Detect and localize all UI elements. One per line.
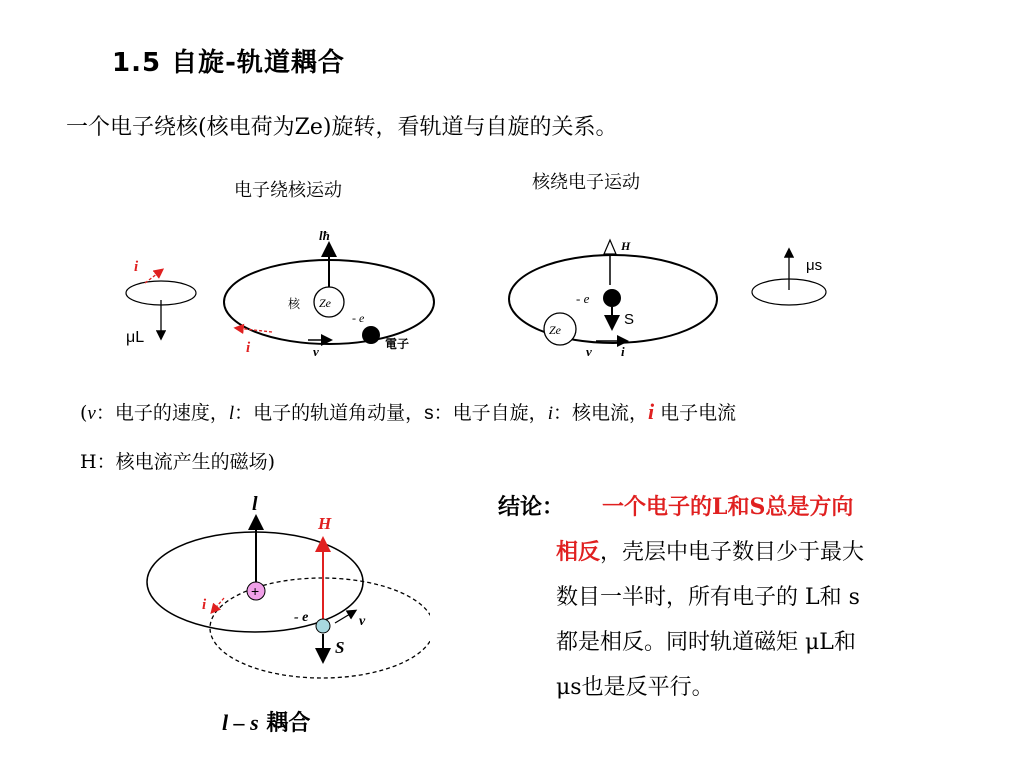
legend-line-2: H：核电流产生的磁场) <box>80 451 275 473</box>
label-H-coupling: H <box>318 514 332 533</box>
label-l-coupling: l <box>252 493 258 515</box>
caption-dash: – <box>228 710 251 735</box>
legend-i-desc: ：核电流， <box>552 402 648 424</box>
conclusion-line-3: 数目一半时，所有电子的 L和 s <box>556 585 860 610</box>
label-H-top: H <box>621 239 631 253</box>
ls-coupling-caption <box>222 706 310 737</box>
legend-v: v <box>87 403 96 424</box>
legend-i-red: i <box>647 399 655 424</box>
label-minus-e-2: - e <box>576 291 590 306</box>
label-electron: 電子 <box>385 337 410 351</box>
label-v-coupling: v <box>359 614 366 629</box>
page-title: 1.5 自旋-轨道耦合 <box>112 48 345 78</box>
legend-line-1 <box>80 398 736 425</box>
label-i-coupling: i <box>202 597 207 613</box>
label-i-electron-current: i <box>134 259 139 275</box>
legend-v-desc: ：电子的速度， <box>95 402 229 424</box>
legend-s: s <box>424 403 434 424</box>
label-v-left: v <box>313 344 319 359</box>
legend-l-desc: ：电子的轨道角动量， <box>234 402 425 424</box>
legend-l: l <box>228 403 235 424</box>
spin-moment-loop <box>752 250 826 305</box>
nucleus-orbit-diagram <box>509 239 717 359</box>
ls-coupling-diagram <box>130 488 430 703</box>
conclusion-line-4: 都是相反。同时轨道磁矩 μL和 <box>556 630 856 655</box>
label-mu-L: μL <box>126 329 145 346</box>
conclusion-emphasis-1: 一个电子的L和S总是方向 <box>602 494 854 520</box>
label-minus-e: - e <box>352 311 365 325</box>
caption-electron-orbits: 电子绕核运动 <box>234 180 342 201</box>
intro-text: 一个电子绕核(核电荷为Ze)旋转，看轨道与自旋的关系。 <box>66 115 618 140</box>
legend-open-paren: ( <box>80 402 88 424</box>
label-Ze-nucleus-2: Ze <box>549 323 561 337</box>
legend-i: i <box>547 403 553 424</box>
label-s-coupling: S <box>335 638 345 657</box>
caption-s: s <box>250 710 259 735</box>
label-nucleus: 核 <box>288 297 301 311</box>
label-i-electron-current-2: i <box>246 340 251 356</box>
label-minus-e-coupling: - e <box>294 610 309 625</box>
caption-l: l <box>222 710 229 735</box>
conclusion-line-5: μs也是反平行。 <box>556 675 714 700</box>
label-Ze-nucleus: Ze <box>319 296 331 310</box>
legend-i-red-desc: 电子电流 <box>654 402 737 424</box>
electron-orbit-diagram <box>224 228 434 359</box>
label-i-nucleus-current: i <box>621 344 625 359</box>
label-mu-s: μs <box>806 257 823 274</box>
conclusion-emphasis-2: 相反 <box>556 539 601 565</box>
label-l-hbar: lħ <box>319 228 330 243</box>
caption-nucleus-orbits: 核绕电子运动 <box>532 172 640 193</box>
legend-s-desc: ：电子自旋， <box>433 402 548 424</box>
caption-text: 耦合 <box>258 710 311 736</box>
label-plus-nucleus: + <box>251 583 260 599</box>
orbital-current-loop <box>126 259 196 346</box>
label-v-right: v <box>586 344 592 359</box>
label-s-spin-top: S <box>624 311 635 328</box>
conclusion-line-2: ，壳层中电子数目少于最大 <box>600 540 865 565</box>
conclusion-heading: 结论： <box>498 494 565 520</box>
